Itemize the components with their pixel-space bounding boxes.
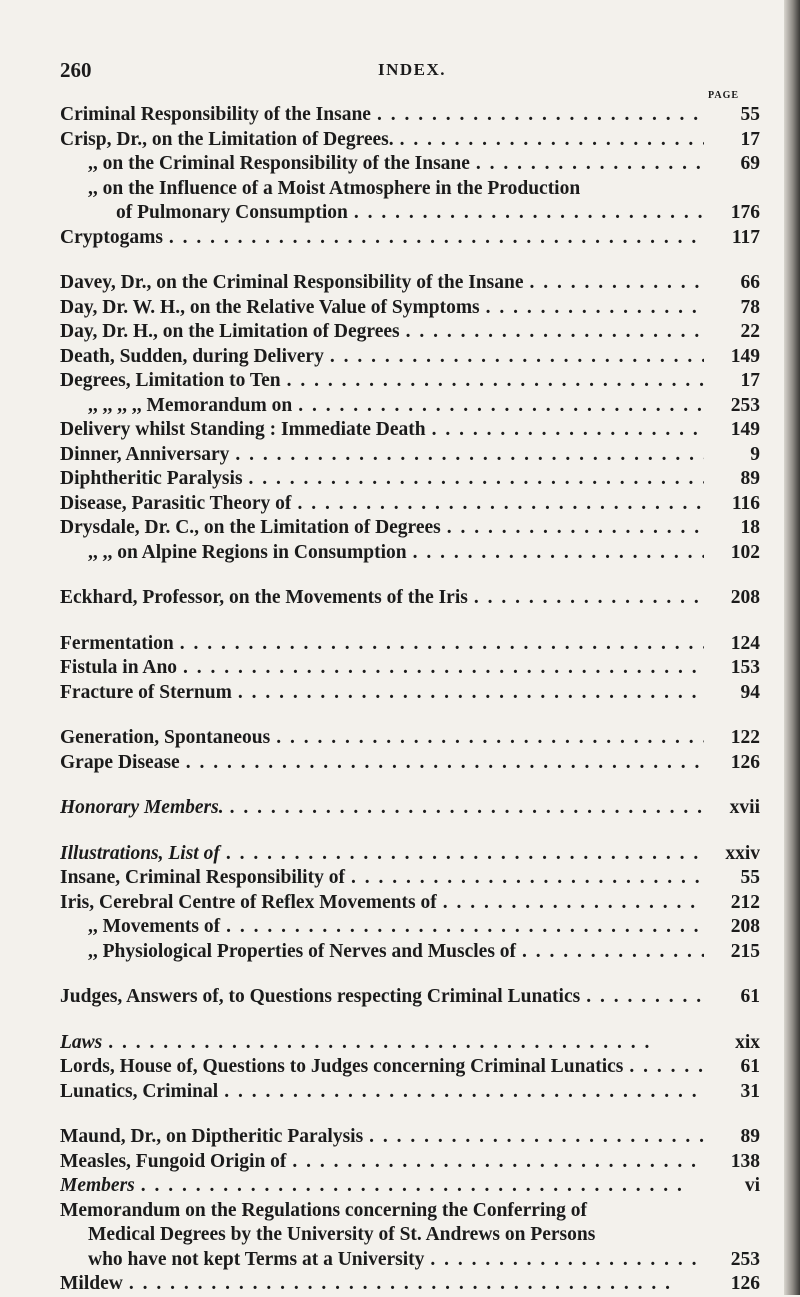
index-entry: Memorandum on the Regulations concerning the Conferring of Medical Degrees by the University of St. Andrews on Persons who have not kept Terms at a University . . . 253 bbox=[60, 1199, 760, 1273]
index-entry: Maund, Dr., on Diptheritic Paralysis . . . 89 bbox=[60, 1125, 760, 1150]
index-entry: ,, Physiological Properties of Nerves and Muscles of . . . 215 bbox=[60, 940, 760, 965]
index-entry: Laws . . . xix bbox=[60, 1031, 760, 1056]
index-entry: Eckhard, Professor, on the Movements of the Iris . . . 208 bbox=[60, 586, 760, 611]
index-entry: ,, on the Influence of a Moist Atmosphere in the Production of Pulmonary Consumption . . . 176 bbox=[60, 177, 760, 226]
index-entry: Illustrations, List of . . . xxiv bbox=[60, 842, 760, 867]
index-entry: Fermentation . . . 124 bbox=[60, 632, 760, 657]
index-entry: Generation, Spontaneous . . . 122 bbox=[60, 726, 760, 751]
index-entry: Day, Dr. H., on the Limitation of Degrees . . . 22 bbox=[60, 320, 760, 345]
index-entry: Honorary Members. . . . xvii bbox=[60, 796, 760, 821]
index-entry: Diphtheritic Paralysis . . . 89 bbox=[60, 467, 760, 492]
index-entry: Fistula in Ano . . . 153 bbox=[60, 656, 760, 681]
index-entry: Insane, Criminal Responsibility of . . . 55 bbox=[60, 866, 760, 891]
index-entry: Dinner, Anniversary . . . 9 bbox=[60, 443, 760, 468]
index-entry: Lunatics, Criminal . . . 31 bbox=[60, 1080, 760, 1105]
index-list bbox=[60, 103, 760, 1297]
index-entry: Cryptogams . . . 117 bbox=[60, 226, 760, 251]
index-entry: Drysdale, Dr. C., on the Limitation of Degrees . . . 18 bbox=[60, 516, 760, 541]
page-edge-shadow bbox=[784, 0, 800, 1295]
index-entry: Fracture of Sternum . . . 94 bbox=[60, 681, 760, 706]
index-entry: ,, ,, ,, ,, Memorandum on . . . 253 bbox=[60, 394, 760, 419]
index-entry: Lords, House of, Questions to Judges concerning Criminal Lunatics . . . 61 bbox=[60, 1055, 760, 1080]
index-entry: Iris, Cerebral Centre of Reflex Movements of . . . 212 bbox=[60, 891, 760, 916]
index-entry: ,, on the Criminal Responsibility of the Insane . . . 69 bbox=[60, 152, 760, 177]
index-entry: Criminal Responsibility of the Insane . . . 55 bbox=[60, 103, 760, 128]
index-entry: Grape Disease . . . 126 bbox=[60, 751, 760, 776]
page-number: 260 bbox=[60, 58, 92, 82]
index-entry: Members . . . vi bbox=[60, 1174, 760, 1199]
index-entry: Davey, Dr., on the Criminal Responsibility of the Insane . . . 66 bbox=[60, 271, 760, 296]
running-head: INDEX. bbox=[378, 60, 447, 79]
index-entry: ,, Movements of . . . 208 bbox=[60, 915, 760, 940]
index-entry: Degrees, Limitation to Ten . . . 17 bbox=[60, 369, 760, 394]
index-entry: Death, Sudden, during Delivery . . . 149 bbox=[60, 345, 760, 370]
index-entry: Delivery whilst Standing : Immediate Death . . . 149 bbox=[60, 418, 760, 443]
index-entry: ,, ,, on Alpine Regions in Consumption . . . 102 bbox=[60, 541, 760, 566]
index-entry: Measles, Fungoid Origin of . . . 138 bbox=[60, 1150, 760, 1175]
page-column-label: PAGE bbox=[708, 90, 740, 101]
index-entry: Mildew . . . 126 bbox=[60, 1272, 760, 1297]
index-entry: Judges, Answers of, to Questions respecting Criminal Lunatics . . . 61 bbox=[60, 985, 760, 1010]
index-entry: Disease, Parasitic Theory of . . . 116 bbox=[60, 492, 760, 517]
index-entry: Day, Dr. W. H., on the Relative Value of Symptoms . . . 78 bbox=[60, 296, 760, 321]
page-header bbox=[60, 58, 760, 101]
index-entry: Crisp, Dr., on the Limitation of Degrees. . . . 17 bbox=[60, 128, 760, 153]
